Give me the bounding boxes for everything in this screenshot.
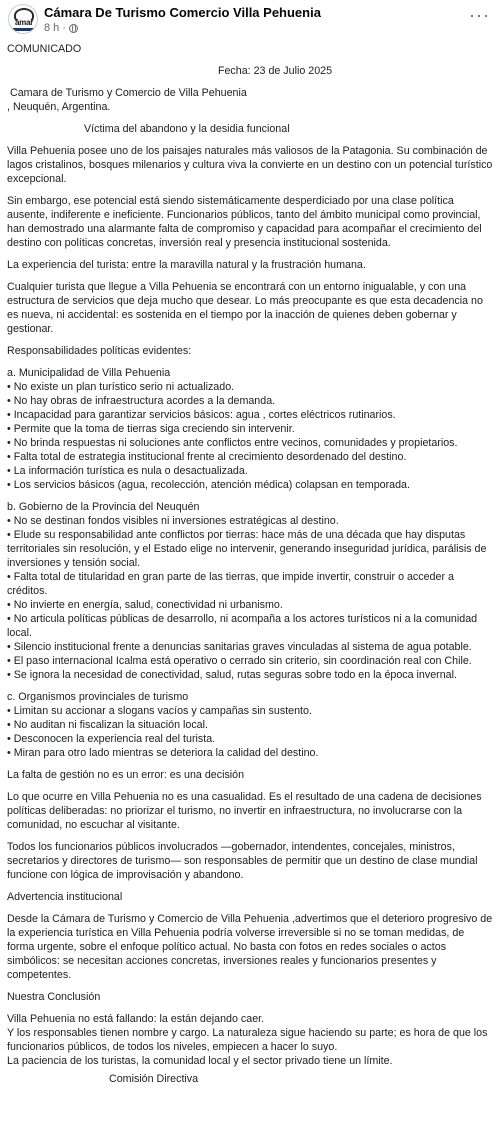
list-item: • El paso internacional Icalma está operativo o cerrado sin criterio, sin coordinación real con Chile. [7, 655, 472, 667]
globe-icon [69, 24, 78, 33]
org-line-1: Camara de Turismo y Comercio de Villa Pehuenia [10, 87, 247, 99]
advertencia-title: Advertencia institucional [7, 891, 123, 903]
list-item: • Falta total de titularidad en gran parte de las tierras, que impide invertir, construir o acceder a créditos. [7, 571, 454, 597]
paragraph-2: Sin embargo, ese potencial está siendo sistemáticamente desperdiciado por una clase política ausente, indiferente e ineficiente. Funcionarios públicos, tanto del ámbito municipal como provincial, han demostrado una alarmante falta de compromiso y capacidad para acompañar el crecimiento del destino con políticas concretas, inversión real y presencia institucional sostenida. [7, 195, 482, 249]
falta-title: La falta de gestión no es un error: es una decisión [7, 769, 245, 781]
list-item: • No hay obras de infraestructura acordes a la demanda. [7, 395, 276, 407]
avatar-logo-text: ámar [15, 18, 33, 27]
list-item: • Se ignora la necesidad de conectividad, salud, rutas seguras sobre todo en la época invernal. [7, 669, 457, 681]
list-item: • No auditan ni fiscalizan la situación local. [7, 719, 208, 731]
list-item: • Los servicios básicos (agua, recolección, atención médica) colapsan en temporada. [7, 479, 410, 491]
list-item: • Silencio institucional frente a denuncias sanitarias graves vinculadas al sistema de agua potable. [7, 641, 472, 653]
paragraph-5: Todos los funcionarios públicos involucrados —gobernador, intendentes, concejales, ministros, secretarios y directores de turismo— son responsables de permitir que un destino de clase mundial funcione con lógica de improvisación y abandono. [7, 841, 478, 881]
post-text [7, 42, 493, 1086]
section-a-title: a. Municipalidad de Villa Pehuenia [7, 367, 171, 379]
logo-bar-icon [13, 28, 35, 31]
list-item: • Incapacidad para garantizar servicios básicos: agua , cortes eléctricos rutinarios. [7, 409, 396, 421]
firma: Comisión Directiva [109, 1073, 199, 1085]
clipped-line [7, 682, 493, 688]
section-b-title: b. Gobierno de la Provincia del Neuquén [7, 501, 200, 513]
org-line-2: , Neuquén, Argentina. [7, 101, 111, 113]
list-item: • Desconocen la experiencia real del turista. [7, 733, 216, 745]
conclusion-line: Villa Pehuenia no está fallando: la están dejando caer. [7, 1013, 265, 1025]
section-c-title: c. Organismos provinciales de turismo [7, 691, 189, 703]
list-item: • No se destinan fondos visibles ni inversiones estratégicas al destino. [7, 515, 339, 527]
fecha: Fecha: 23 de Julio 2025 [217, 65, 333, 77]
list-item: • Falta total de estrategia institucional frente al crecimiento desordenado del destino. [7, 451, 407, 463]
page-avatar[interactable] [8, 4, 38, 34]
list-item: • No articula políticas públicas de desarrollo, ni acompaña a los actores turísticos ni a la comunidad local. [7, 613, 478, 639]
list-item: • La información turística es nula o desactualizada. [7, 465, 248, 477]
conclusion-title: Nuestra Conclusión [7, 991, 101, 1003]
list-item: • Permite que la toma de tierras siga creciendo sin intervenir. [7, 423, 295, 435]
paragraph-1: Villa Pehuenia posee uno de los paisajes naturales más valiosos de la Patagonia. Su combinación de lagos cristalinos, bosques milenarios y cultura viva la convierte en un destino con un potencial turístico excepcional. [7, 145, 493, 185]
list-item: • Elude su responsabilidad ante conflictos por tierras: hace más de una década que hay disputas territoriales sin resolución, y el Estado elige no intervenir, generando inseguridad jurídica, parálisis de inversiones y tensión social. [7, 529, 487, 569]
list-item: • Limitan su accionar a slogans vacíos y campañas sin sustento. [7, 705, 312, 717]
page-name[interactable]: Cámara De Turismo Comercio Villa Pehuenia [44, 5, 321, 20]
post-meta [44, 22, 78, 34]
paragraph-3-title: La experiencia del turista: entre la maravilla natural y la frustración humana. [7, 259, 366, 271]
list-item: • No brinda respuestas ni soluciones ante conflictos entre vecinos, comunidades y propietarios. [7, 437, 458, 449]
list-item: • Miran para otro lado mientras se deteriora la calidad del destino. [7, 747, 319, 759]
paragraph-3: Cualquier turista que llegue a Villa Pehuenia se encontrará con un entorno inigualable, y con una estructura de servicios que deja mucho que desear. Lo más preocupante es que esta decadencia no es nueva, ni accidental: es sostenida en el tiempo por la inacción de quienes deben gobernar y gestionar. [7, 281, 483, 335]
more-options-button[interactable]: ··· [469, 5, 490, 25]
paragraph-4: Lo que ocurre en Villa Pehuenia no es una casualidad. Es el resultado de una cadena de decisiones políticas deliberadas: no priorizar el turismo, no invertir en infraestructura, no involucrarse con la comunidad, no escuchar al visitante. [7, 791, 482, 831]
conclusion-line: Y los responsables tienen nombre y cargo. La naturaleza sigue haciendo su parte; es hora de que los funcionarios públicos, de todos los niveles, empiecen a hacer lo suyo. [7, 1027, 488, 1053]
post-header [0, 0, 500, 40]
list-item: • No existe un plan turístico serio ni actualizado. [7, 381, 235, 393]
list-item: • No invierte en energía, salud, conectividad ni urbanismo. [7, 599, 283, 611]
responsabilidades-title: Responsabilidades políticas evidentes: [7, 345, 192, 357]
conclusion-line: La paciencia de los turistas, la comunidad local y el sector privado tiene un límite. [7, 1055, 393, 1067]
label-comunicado: COMUNICADO [7, 43, 82, 55]
headline: Víctima del abandono y la desidia funcional [84, 123, 290, 135]
post-time[interactable]: 8 h · [44, 22, 67, 34]
paragraph-6: Desde la Cámara de Turismo y Comercio de Villa Pehuenia ,advertimos que el deterioro progresivo de la experiencia turística en Villa Pehuenia podría volverse irreversible si no se toman medidas, de forma urgente, sobre el enfoque político actual. No basta con fotos en redes sociales o actos simbólicos: se necesitan acciones concretas, inversiones reales y funcionarios presentes y competentes. [7, 913, 493, 981]
